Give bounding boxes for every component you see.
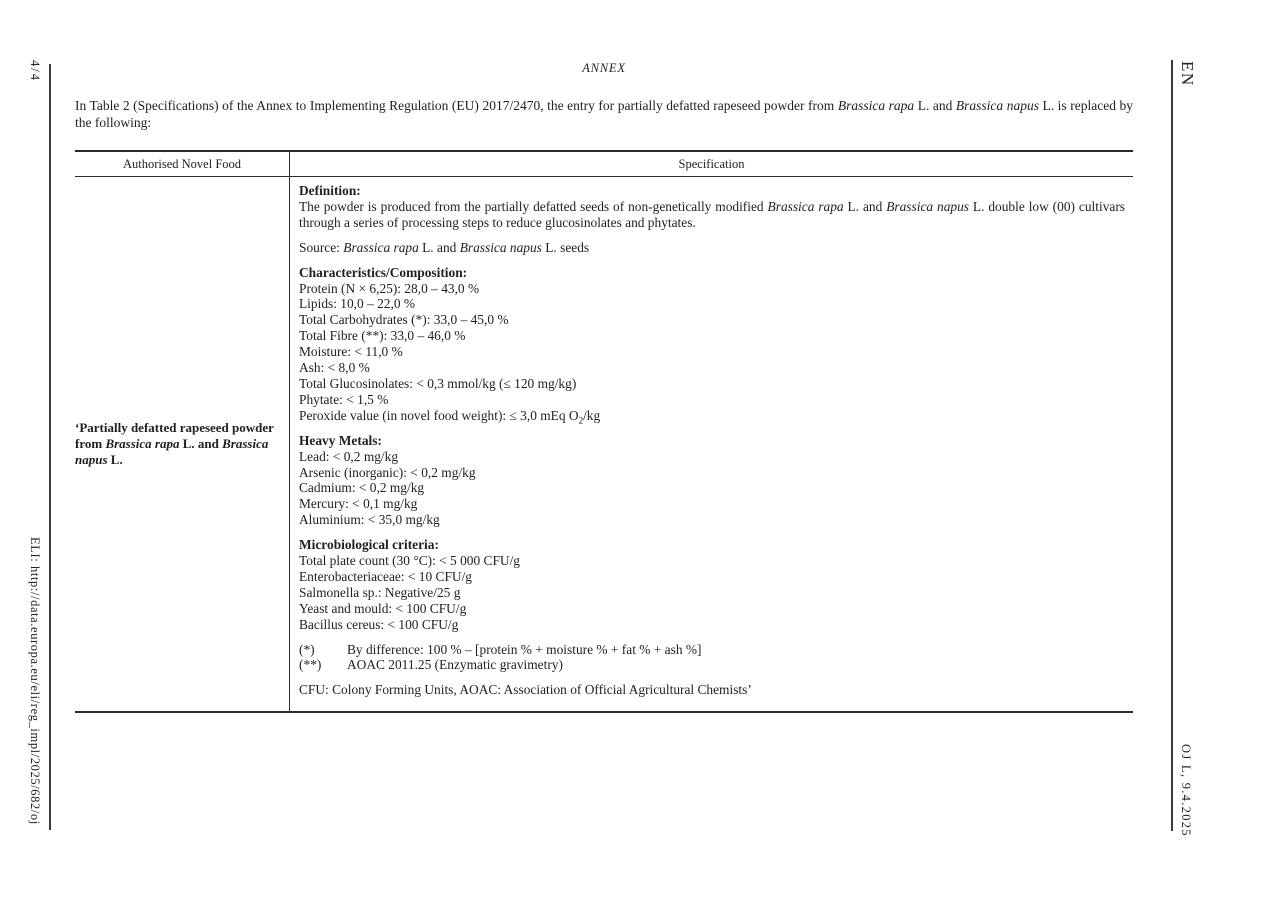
text-segment: Brassica rapa (343, 239, 419, 255)
eli-reference: ELI: http://data.europa.eu/eli/reg_impl/2025/682/oj (28, 537, 42, 825)
text-segment: L. and (914, 98, 956, 113)
spec-paragraph (299, 682, 1125, 698)
text-segment: Brassica napus (75, 436, 269, 467)
spec-line (299, 344, 1125, 360)
text-segment: L. is replaced by the following: (75, 98, 1133, 130)
spec-line (299, 376, 1125, 392)
text-segment: Source: (299, 239, 344, 255)
spec-line (299, 585, 1125, 601)
footnote (299, 642, 1125, 658)
text-segment: L. and (418, 239, 460, 255)
text-segment: ‘Partially defatted rapeseed powder from (75, 420, 274, 451)
spec-line (299, 601, 1125, 617)
text-segment: Salmonella sp.: Negative/25 g (299, 584, 461, 600)
text-segment: Mercury: < 0,1 mg/kg (299, 496, 418, 512)
spec-line (299, 408, 1125, 424)
spec-line (299, 496, 1125, 512)
text-segment: The powder is produced from the partially defatted seeds of non-genetically modified (299, 198, 768, 214)
vertical-rule-left (49, 64, 51, 830)
spec-line (299, 569, 1125, 585)
spec-section-heading: Characteristics/Composition: (299, 264, 468, 280)
text-segment: Aluminium: < 35,0 mg/kg (299, 512, 440, 528)
text-segment: By difference: 100 % – [protein % + moisture % + fat % + ash %] (347, 641, 702, 657)
page-number: 4/4 (28, 60, 42, 82)
text-segment: Lead: < 0,2 mg/kg (299, 448, 399, 464)
spec-line (299, 392, 1125, 408)
text-segment: L. (107, 452, 123, 467)
spec-section (299, 240, 1125, 256)
text-segment: Protein (N × 6,25): 28,0 – 43,0 % (299, 280, 480, 296)
spec-section (299, 433, 1125, 528)
spec-line (299, 328, 1125, 344)
spec-line (299, 512, 1125, 528)
annex-title: ANNEX (582, 61, 626, 75)
spec-section (299, 537, 1125, 632)
text-segment: /kg (583, 407, 601, 423)
spec-line (299, 360, 1125, 376)
specification-cell (290, 177, 1133, 711)
footnote-marker: (*) (299, 641, 315, 657)
footnote (299, 657, 1125, 673)
text-segment: Brassica napus (955, 98, 1039, 113)
spec-line (299, 296, 1125, 312)
text-segment: L. and (843, 198, 887, 214)
text-segment: Peroxide value (in novel food weight): ≤ 3,0 mEq O (299, 407, 579, 423)
header-cell-novel-food: Authorised Novel Food (75, 152, 290, 176)
text-segment: Total Carbohydrates (*): 33,0 – 45,0 % (299, 312, 509, 328)
footnote-marker: (**) (299, 657, 322, 673)
oj-reference: OJ L, 9.4.2025 (1179, 744, 1193, 837)
text-segment: Phytate: < 1,5 % (299, 391, 389, 407)
footnote-text (347, 642, 1125, 658)
text-segment: Arsenic (inorganic): < 0,2 mg/kg (299, 464, 476, 480)
text-segment: In Table 2 (Specifications) of the Annex to Implementing Regulation (EU) 2017/2470, the entry for partially defatted rapeseed powder from (75, 98, 838, 113)
text-segment: Total Glucosinolates: < 0,3 mmol/kg (≤ 120 mg/kg) (299, 375, 577, 391)
text-segment: Ash: < 8,0 % (299, 360, 370, 376)
footnote-text (347, 657, 1125, 673)
spec-section (299, 682, 1125, 698)
spec-section (299, 183, 1125, 231)
text-segment: Lipids: 10,0 – 22,0 % (299, 296, 416, 312)
text-segment: Brassica napus (459, 239, 542, 255)
spec-line (299, 617, 1125, 633)
text-segment: Brassica napus (886, 198, 969, 214)
text-segment: Enterobacteriaceae: < 10 CFU/g (299, 568, 473, 584)
text-segment: Total Fibre (**): 33,0 – 46,0 % (299, 328, 466, 344)
spec-section (299, 265, 1125, 424)
spec-section-heading: Heavy Metals: (299, 432, 382, 448)
text-segment: Bacillus cereus: < 100 CFU/g (299, 616, 459, 632)
spec-line (299, 449, 1125, 465)
novel-food-cell (75, 177, 290, 711)
spec-section-heading: Microbiological criteria: (299, 537, 439, 553)
table-body-row (75, 177, 1133, 711)
spec-paragraph (299, 240, 1125, 256)
table-header-row (75, 152, 1133, 177)
text-segment: 2 (578, 415, 584, 426)
text-segment: L. double low (00) cultivars through a series of processing steps to reduce glucosinolates and phytates. (299, 198, 1126, 230)
text-segment: CFU: Colony Forming Units, AOAC: Association of Official Agricultural Chemists’ (299, 682, 752, 698)
language-code: EN (1178, 61, 1197, 87)
specification-table (75, 150, 1133, 713)
spec-line (299, 553, 1125, 569)
intro-paragraph (75, 98, 1133, 131)
text-segment: Moisture: < 11,0 % (299, 344, 403, 360)
spec-paragraph (299, 199, 1125, 231)
spec-line (299, 480, 1125, 496)
text-segment: Cadmium: < 0,2 mg/kg (299, 480, 425, 496)
vertical-rule-right (1171, 60, 1173, 831)
text-segment: Brassica rapa (105, 436, 180, 451)
spec-line (299, 312, 1125, 328)
text-segment: L. seeds (541, 239, 590, 255)
spec-line (299, 281, 1125, 297)
header-cell-specification: Specification (678, 157, 745, 171)
text-segment: Yeast and mould: < 100 CFU/g (299, 600, 467, 616)
spec-line (299, 465, 1125, 481)
text-segment: Brassica rapa (837, 98, 915, 113)
text-segment: Brassica rapa (767, 198, 844, 214)
text-segment: L. and (179, 436, 223, 451)
spec-section-heading: Definition: (299, 183, 361, 198)
text-segment: Total plate count (30 °C): < 5 000 CFU/g (299, 553, 520, 569)
novel-food-name (75, 420, 283, 468)
text-segment: AOAC 2011.25 (Enzymatic gravimetry) (347, 657, 563, 673)
spec-section (299, 642, 1125, 674)
